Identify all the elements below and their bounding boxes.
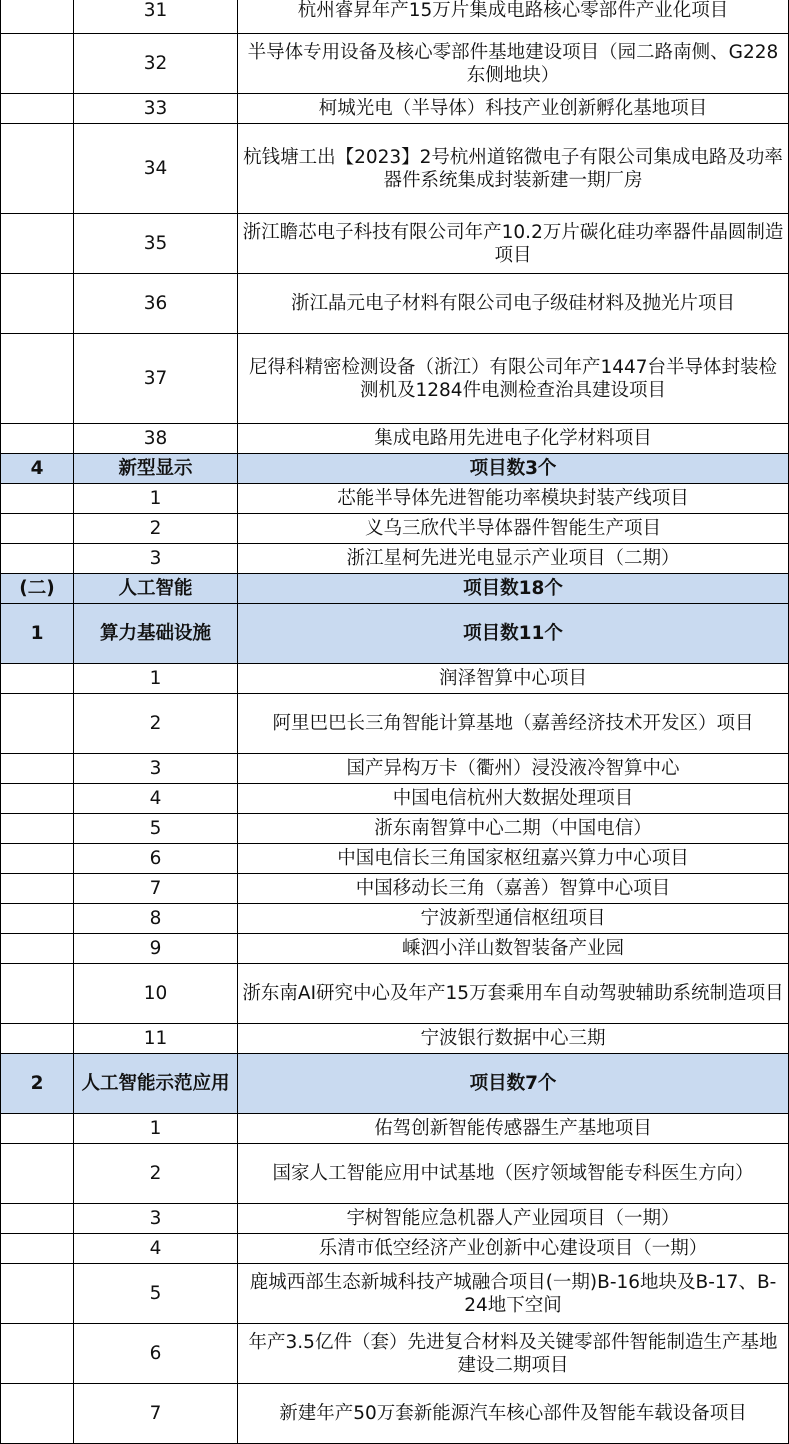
project-number: 38	[74, 424, 238, 454]
project-row	[1, 424, 789, 454]
category-name: 人工智能	[74, 574, 238, 604]
project-row	[1, 754, 789, 784]
empty-cell	[1, 694, 74, 754]
project-name: 阿里巴巴长三角智能计算基地（嘉善经济技术开发区）项目	[238, 694, 789, 754]
project-name: 新建年产50万套新能源汽车核心部件及智能车载设备项目	[238, 1384, 789, 1444]
project-row	[1, 1204, 789, 1234]
project-name: 集成电路用先进电子化学材料项目	[238, 424, 789, 454]
project-row	[1, 544, 789, 574]
project-row	[1, 514, 789, 544]
empty-cell	[1, 514, 74, 544]
project-row	[1, 1024, 789, 1054]
project-name: 中国电信杭州大数据处理项目	[238, 784, 789, 814]
project-number: 8	[74, 904, 238, 934]
project-name: 润泽智算中心项目	[238, 664, 789, 694]
empty-cell	[1, 964, 74, 1024]
empty-cell	[1, 334, 74, 424]
empty-cell	[1, 844, 74, 874]
project-row	[1, 784, 789, 814]
project-name: 宁波银行数据中心三期	[238, 1024, 789, 1054]
project-name: 浙江星柯先进光电显示产业项目（二期）	[238, 544, 789, 574]
empty-cell	[1, 904, 74, 934]
empty-cell	[1, 124, 74, 214]
project-number: 35	[74, 214, 238, 274]
project-number: 31	[74, 0, 238, 34]
project-number: 32	[74, 34, 238, 94]
category-header-row	[1, 574, 789, 604]
project-row	[1, 934, 789, 964]
empty-cell	[1, 94, 74, 124]
category-name: 新型显示	[74, 454, 238, 484]
project-row	[1, 814, 789, 844]
project-table-body	[1, 0, 789, 1444]
project-name: 浙江晶元电子材料有限公司电子级硅材料及抛光片项目	[238, 274, 789, 334]
category-index: 1	[1, 604, 74, 664]
project-name: 国家人工智能应用中试基地（医疗领域智能专科医生方向）	[238, 1144, 789, 1204]
project-name: 嵊泗小洋山数智装备产业园	[238, 934, 789, 964]
project-name: 中国电信长三角国家枢纽嘉兴算力中心项目	[238, 844, 789, 874]
project-row	[1, 1324, 789, 1384]
project-row	[1, 94, 789, 124]
project-number: 9	[74, 934, 238, 964]
project-row	[1, 0, 789, 34]
empty-cell	[1, 424, 74, 454]
category-header-row	[1, 454, 789, 484]
empty-cell	[1, 1324, 74, 1384]
empty-cell	[1, 0, 74, 34]
project-row	[1, 334, 789, 424]
empty-cell	[1, 1234, 74, 1264]
project-number: 2	[74, 694, 238, 754]
project-name: 杭钱塘工出【2023】2号杭州道铭微电子有限公司集成电路及功率器件系统集成封装新建一期厂房	[238, 124, 789, 214]
project-number: 10	[74, 964, 238, 1024]
empty-cell	[1, 1264, 74, 1324]
project-row	[1, 1234, 789, 1264]
category-project-count: 项目数18个	[238, 574, 789, 604]
empty-cell	[1, 1384, 74, 1444]
project-number: 11	[74, 1024, 238, 1054]
project-name: 柯城光电（半导体）科技产业创新孵化基地项目	[238, 94, 789, 124]
project-name: 国产异构万卡（衢州）浸没液冷智算中心	[238, 754, 789, 784]
project-name: 年产3.5亿件（套）先进复合材料及关键零部件智能制造生产基地建设二期项目	[238, 1324, 789, 1384]
empty-cell	[1, 934, 74, 964]
category-header-row	[1, 604, 789, 664]
project-number: 3	[74, 1204, 238, 1234]
project-row	[1, 694, 789, 754]
project-name: 浙东南智算中心二期（中国电信）	[238, 814, 789, 844]
project-number: 7	[74, 1384, 238, 1444]
empty-cell	[1, 214, 74, 274]
project-name: 佑驾创新智能传感器生产基地项目	[238, 1114, 789, 1144]
empty-cell	[1, 784, 74, 814]
project-row	[1, 964, 789, 1024]
project-row	[1, 34, 789, 94]
empty-cell	[1, 1144, 74, 1204]
category-project-count: 项目数3个	[238, 454, 789, 484]
project-number: 6	[74, 1324, 238, 1384]
project-row	[1, 844, 789, 874]
project-number: 34	[74, 124, 238, 214]
category-index: (二)	[1, 574, 74, 604]
project-row	[1, 214, 789, 274]
empty-cell	[1, 814, 74, 844]
project-name: 宁波新型通信枢纽项目	[238, 904, 789, 934]
project-number: 4	[74, 784, 238, 814]
project-row	[1, 904, 789, 934]
project-number: 1	[74, 484, 238, 514]
project-name: 鹿城西部生态新城科技产城融合项目(一期)B-16地块及B-17、B-24地下空间	[238, 1264, 789, 1324]
project-number: 6	[74, 844, 238, 874]
project-row	[1, 664, 789, 694]
project-row	[1, 1264, 789, 1324]
project-name: 半导体专用设备及核心零部件基地建设项目（园二路南侧、G228东侧地块）	[238, 34, 789, 94]
project-number: 2	[74, 514, 238, 544]
project-name: 宇树智能应急机器人产业园项目（一期）	[238, 1204, 789, 1234]
project-number: 3	[74, 754, 238, 784]
project-row	[1, 1144, 789, 1204]
category-index: 4	[1, 454, 74, 484]
project-row	[1, 874, 789, 904]
project-number: 7	[74, 874, 238, 904]
project-name: 乐清市低空经济产业创新中心建设项目（一期）	[238, 1234, 789, 1264]
empty-cell	[1, 874, 74, 904]
category-header-row	[1, 1054, 789, 1114]
project-row	[1, 1384, 789, 1444]
category-index: 2	[1, 1054, 74, 1114]
category-project-count: 项目数7个	[238, 1054, 789, 1114]
empty-cell	[1, 544, 74, 574]
empty-cell	[1, 274, 74, 334]
empty-cell	[1, 484, 74, 514]
project-number: 4	[74, 1234, 238, 1264]
empty-cell	[1, 1024, 74, 1054]
project-row	[1, 484, 789, 514]
project-number: 37	[74, 334, 238, 424]
project-number: 1	[74, 1114, 238, 1144]
project-number: 33	[74, 94, 238, 124]
project-name: 浙东南AI研究中心及年产15万套乘用车自动驾驶辅助系统制造项目	[238, 964, 789, 1024]
project-name: 义乌三欣代半导体器件智能生产项目	[238, 514, 789, 544]
project-number: 5	[74, 1264, 238, 1324]
project-number: 36	[74, 274, 238, 334]
project-name: 浙江瞻芯电子科技有限公司年产10.2万片碳化硅功率器件晶圆制造项目	[238, 214, 789, 274]
empty-cell	[1, 1114, 74, 1144]
project-number: 5	[74, 814, 238, 844]
project-number: 1	[74, 664, 238, 694]
category-name: 人工智能示范应用	[74, 1054, 238, 1114]
category-project-count: 项目数11个	[238, 604, 789, 664]
project-name: 杭州睿昇年产15万片集成电路核心零部件产业化项目	[238, 0, 789, 34]
empty-cell	[1, 754, 74, 784]
empty-cell	[1, 1204, 74, 1234]
project-row	[1, 274, 789, 334]
project-name: 芯能半导体先进智能功率模块封装产线项目	[238, 484, 789, 514]
empty-cell	[1, 34, 74, 94]
project-row	[1, 1114, 789, 1144]
empty-cell	[1, 664, 74, 694]
project-name: 尼得科精密检测设备（浙江）有限公司年产1447台半导体封装检测机及1284件电测检查治具建设项目	[238, 334, 789, 424]
project-number: 2	[74, 1144, 238, 1204]
project-number: 3	[74, 544, 238, 574]
project-name: 中国移动长三角（嘉善）智算中心项目	[238, 874, 789, 904]
project-row	[1, 124, 789, 214]
category-name: 算力基础设施	[74, 604, 238, 664]
